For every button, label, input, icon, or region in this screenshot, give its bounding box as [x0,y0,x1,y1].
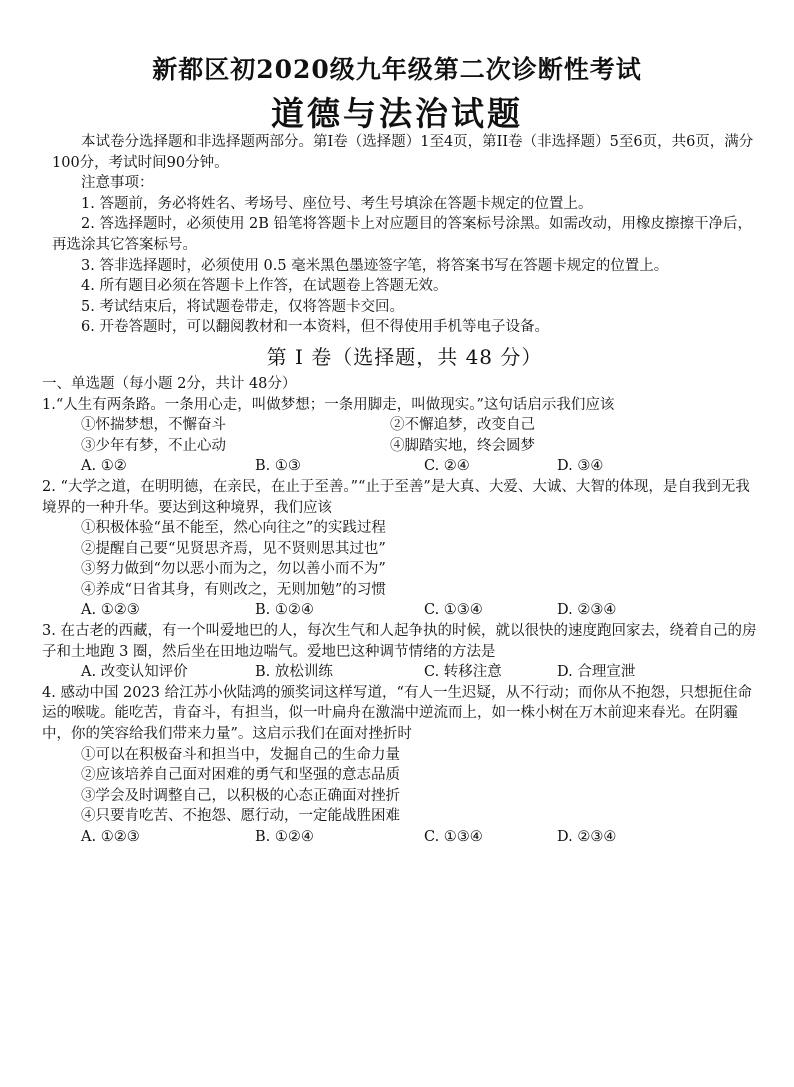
notice-item: 3. 答非选择题时，必须使用 0.5 毫米黑色墨迹签字笔，将答案书写在答题卡规定的位置上。 [81,257,669,274]
question-2-stem: 2. “大学之道，在明明德，在亲民，在止于至善。”“止于至善”是大真、大爱、大诚、大智的体现，是自我到无我境界的一种升华。要达到这种境界，我们应该 [42,478,750,516]
subject-title: 道德与法治试题 [271,94,523,133]
choice-a: A. ①②③ [81,602,140,619]
section-title: 第 I 卷（选择题，共 48 分） [266,344,543,369]
notice-label: 注意事项： [81,175,154,192]
statement: ③学会及时调整自己，以积极的心态正确面对挫折 [81,787,400,804]
statement: ②提醒自己要“见贤思齐焉，见不贤则思其过也” [81,540,386,557]
part-label: 一、单选题（每小题 2分，共计 48分） [42,375,297,392]
choice-d: D. 合理宣泄 [557,664,636,681]
choice-c: C. 转移注意 [424,664,502,681]
question-1-choices [52,456,757,477]
choice-b: B. ①②④ [255,829,314,845]
choice-c: C. ②④ [424,458,470,475]
statement: ④只要肯吃苦、不抱怨、愿行动，一定能战胜困难 [81,808,400,825]
statement: ②不懈追梦，改变自己 [390,417,535,434]
question-1-stem: 1.“人生有两条路。一条用心走，叫做梦想；一条用脚走，叫做现实。”这句话启示我们应该 [42,396,615,413]
notice-item: 1. 答题前，务必将姓名、考场号、座位号、考生号填涂在答题卡规定的位置上。 [81,195,593,212]
statement: ④脚踏实地，终会圆梦 [390,437,535,454]
choice-b: B. ①②④ [255,602,314,619]
notice-item: 6. 开卷答题时，可以翻阅教材和一本资料，但不得使用手机等电子设备。 [81,319,549,336]
statement: ①积极体验“虽不能至，然心向往之”的实践过程 [81,520,386,537]
statement: ①怀揣梦想，不懈奋斗 [81,417,226,434]
choice-d: D. ③④ [557,458,604,475]
notice-item: 5. 考试结束后，将试题卷带走，仅将答题卡交回。 [81,298,404,315]
intro-description: 本试卷分选择题和非选择题两部分。第I卷（选择题）1至4页，第II卷（非选择题）5至6页，共6页，满分100分，考试时间90分钟。 [52,134,754,171]
question-3-stem: 3. 在古老的西藏，有一个叫爱地巴的人，每次生气和人起争执的时候，就以很快的速度跑回家去，绕着自己的房子和土地跑 3 圈，然后坐在田地边喘气。爱地巴这种调节情绪的方法是 [42,623,757,660]
choice-d: D. ②③④ [557,602,617,619]
choice-a: A. ①②③ [81,829,140,845]
notice-item: 4. 所有题目必须在答题卡上作答，在试题卷上答题无效。 [81,278,448,295]
choice-d: D. ②③④ [557,829,617,845]
exam-body [42,132,757,848]
choice-a: A. ①② [81,458,127,475]
choice-c: C. ①③④ [424,602,483,619]
choice-b: B. ①③ [255,458,301,475]
choice-a: A. 改变认知评价 [81,664,188,681]
question-2-choices [52,600,757,621]
statement: ①可以在积极奋斗和担当中，发掘自己的生命力量 [81,746,400,763]
notice-item: 2. 答选择题时，必须使用 2B 铅笔将答题卡上对应题目的答案标号涂黑。如需改动，用橡皮擦擦干净后，再选涂其它答案标号。 [52,216,753,253]
exam-title: 新都区初2020级九年级第二次诊断性考试 [152,55,642,84]
statement: ④养成“日省其身，有则改之，无则加勉”的习惯 [81,581,386,598]
question-4-choices [52,827,757,848]
question-1-statements-row [52,436,757,457]
choice-b: B. 放松训练 [255,664,333,681]
statement: ②应该培养自己面对困难的勇气和坚强的意志品质 [81,767,400,784]
question-4-stem: 4. 感动中国 2023 给江苏小伙陆鸿的颁奖词这样写道，“有人一生迟疑，从不行动；而你从不抱怨，只想扼住命运的喉咙。能吃苦，肯奋斗，有担当，似一叶扁舟在激湍中逆流而上，如一株小树在万木前迎来春光。在阴霾中，你的笑容给我们带来力量”。这启示我们在面对挫折时 [42,684,752,743]
question-3-choices [52,662,757,683]
statement: ③努力做到“勿以恶小而为之，勿以善小而不为” [81,561,386,578]
statement: ③少年有梦，不止心动 [81,437,226,454]
choice-c: C. ①③④ [424,829,483,845]
question-1-statements-row [52,415,757,436]
